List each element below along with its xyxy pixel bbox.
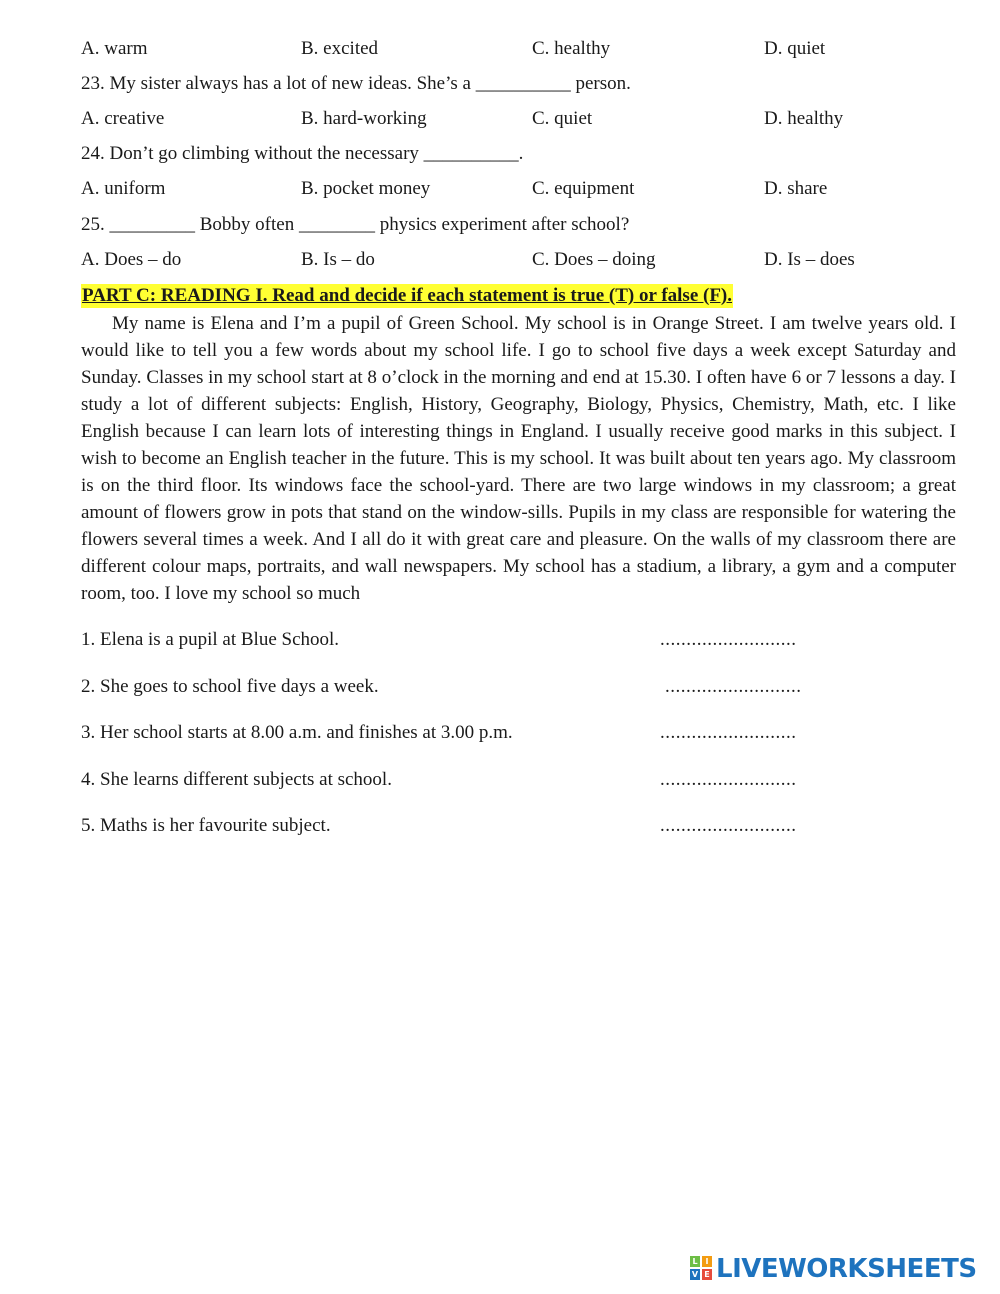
q22-option-d[interactable]: D. quiet [764,38,826,59]
statement-5-answer-field[interactable]: .......................... [660,815,797,836]
q23-option-d[interactable]: D. healthy [764,108,844,129]
statement-4-answer-field[interactable]: .......................... [660,769,797,790]
q25-option-c[interactable]: C. Does – doing [532,249,656,270]
q25-option-b[interactable]: B. Is – do [301,249,375,270]
q23-option-c[interactable]: C. quiet [532,108,593,129]
q23-options [81,105,956,133]
statement-2-text: 2. She goes to school five days a week. [81,676,379,697]
statement-1-text: 1. Elena is a pupil at Blue School. [81,629,340,650]
q22-option-c[interactable]: C. healthy [532,38,611,59]
q23-question: 23. My sister always has a lot of new ideas. She’s a __________ person. [81,73,631,94]
part-c-title: PART C: READING I. Read and decide if each statement is true (T) or false (F). [82,285,733,306]
q24-option-a[interactable]: A. uniform [81,178,166,199]
q24-question: 24. Don’t go climbing without the necessary __________. [81,143,524,164]
q25-option-a[interactable]: A. Does – do [81,249,182,270]
q22-option-b[interactable]: B. excited [301,38,379,59]
statement-5 [81,812,956,840]
q23-option-b[interactable]: B. hard-working [301,108,427,129]
liveworksheets-logo[interactable] [690,1253,977,1285]
statement-2 [81,673,956,701]
q24-option-b[interactable]: B. pocket money [301,178,431,199]
statement-1-answer-field[interactable]: .......................... [660,629,797,650]
statement-5-text: 5. Maths is her favourite subject. [81,815,331,836]
statement-4-text: 4. She learns different subjects at school. [81,769,392,790]
q25-question: 25. _________ Bobby often ________ physics experiment after school? [81,214,630,235]
statement-3-answer-field[interactable]: .......................... [660,722,797,743]
statement-3 [81,719,956,747]
q24-option-d[interactable]: D. share [764,178,828,199]
q24-options [81,175,956,203]
statement-3-text: 3. Her school starts at 8.00 a.m. and finishes at 3.00 p.m. [81,722,513,743]
q23-option-a[interactable]: A. creative [81,108,165,129]
liveworksheets-logo-text: LIVEWORKSHEETS [716,1254,977,1284]
liveworksheets-logo-icon: L I V E [690,1256,714,1282]
statement-4 [81,766,956,794]
q24-option-c[interactable]: C. equipment [532,178,635,199]
q25-options [81,246,956,274]
q22-option-a[interactable]: A. warm [81,38,148,59]
q25-option-d[interactable]: D. Is – does [764,249,855,270]
statement-2-answer-field[interactable]: .......................... [665,676,802,697]
statement-1 [81,626,956,654]
q22-options [81,35,956,63]
reading-passage: My name is Elena and I’m a pupil of Green School. My school is in Orange Street. I am twelve years old. I would like to tell you a few words about my school life. I go to school five days a week except Saturday and Sunday. Classes in my school start at 8 o’clock in the morning and end at 15.30. I often have 6 or 7 lessons a day. I study a lot of different subjects: English, History, Geography, Biology, Physics, Chemistry, Math, etc. I like English because I can learn lots of interesting things in England. I usually receive good marks in this subject. I wish to become an English teacher in the future. This is my school. It was built about ten years ago. My classroom is on the third floor. Its windows face the school-yard. There are two large windows in my classroom; a great amount of flowers grow in pots that stand on the window-sills. Pupils in my class are responsible for watering the flowers several times a week. And I all do it with great care and pleasure. On the walls of my classroom there are different colour maps, portraits, and wall newspapers. My school has a stadium, a library, a gym and a computer room, too. I love my school so much [81,313,956,604]
